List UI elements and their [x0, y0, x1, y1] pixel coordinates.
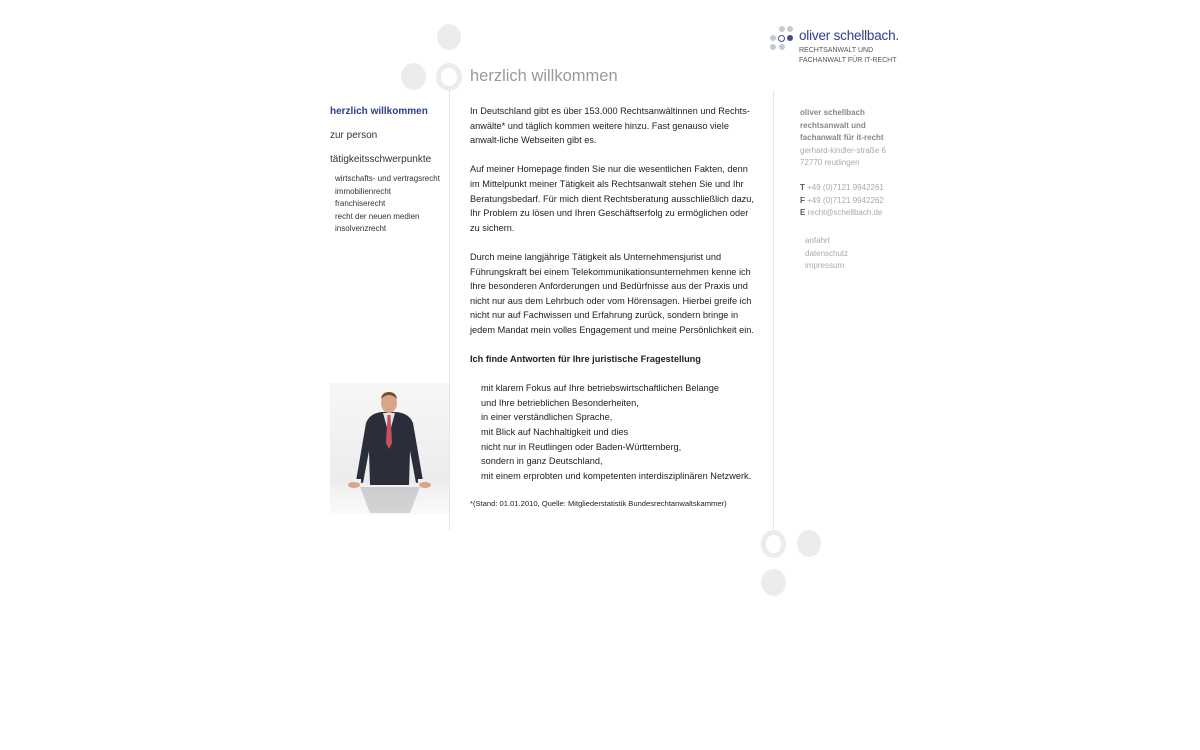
decor-ring	[436, 63, 462, 91]
decor-circle	[797, 530, 821, 557]
decor-circle	[437, 24, 461, 50]
email-label: E	[800, 208, 806, 217]
person-photo-icon	[330, 383, 449, 515]
phone-label: T	[800, 183, 805, 192]
main-navigation	[330, 106, 448, 236]
contact-email	[800, 207, 900, 220]
intro-paragraph-1: In Deutschland gibt es über 153.000 Rechtsanwältinnen und Rechts-anwälte* und täglich kommen weitere hinzu. Fast genauso viele anwalt-liche Webseiten gibt es.	[470, 106, 750, 146]
phone-value[interactable]: +49 (0)7121 9942261	[807, 183, 884, 192]
logo-subtitle-line2: FACHANWALT FÜR IT-RECHT	[799, 57, 897, 64]
fax-value: +49 (0)7121 9942262	[807, 195, 884, 205]
nav-subitem-insolvenzrecht[interactable]: insolvenzrecht	[335, 224, 387, 233]
nav-item-herzlich-willkommen[interactable]: herzlich willkommen	[330, 106, 428, 117]
nav-submenu	[330, 173, 448, 236]
logo-subtitle	[799, 46, 896, 66]
list-item: nicht nur in Reutlingen oder Baden-Württemberg,	[481, 441, 682, 452]
nav-subitem-recht-neue-medien[interactable]: recht der neuen medien	[335, 211, 420, 221]
contact-name: oliver schellbach	[800, 108, 865, 117]
decor-circle	[401, 63, 426, 90]
contact-block	[800, 107, 900, 220]
email-link[interactable]: recht@schellbach.de	[807, 208, 883, 217]
divider-right	[773, 90, 774, 530]
secondary-links	[805, 235, 848, 273]
contact-street: gerhard-kindler-straße 6	[800, 145, 886, 155]
link-datenschutz[interactable]: datenschutz	[805, 248, 849, 258]
contact-title-1: rechtsanwalt und	[800, 120, 866, 130]
divider-left	[449, 90, 450, 530]
contact-title-2: fachanwalt für it-recht	[800, 133, 884, 142]
decor-circle	[761, 569, 786, 596]
footnote: *(Stand: 01.01.2010, Quelle: Mitgliederstatistik Bundesrechtanwaltskammer)	[470, 499, 727, 509]
list-item: in einer verständlichen Sprache,	[481, 412, 613, 423]
nav-item-taetigkeitsschwerpunkte[interactable]: tätigkeitsschwerpunkte	[330, 154, 432, 165]
main-content	[470, 104, 760, 510]
logo-dots-icon	[770, 26, 794, 52]
logo-name: oliver schellbach.	[799, 28, 899, 43]
contact-phone	[800, 182, 900, 195]
section-headline: Ich finde Antworten für Ihre juristische Fragestellung	[470, 354, 701, 365]
logo-subtitle-line1: RECHTSANWALT UND	[799, 47, 874, 54]
fax-label: F	[800, 195, 805, 205]
list-item: mit klarem Fokus auf Ihre betriebswirtschaftlichen Belange	[481, 383, 719, 394]
nav-subitem-franchiserecht[interactable]: franchiserecht	[335, 199, 386, 208]
contact-fax	[800, 195, 900, 208]
page-title: herzlich willkommen	[470, 67, 618, 85]
nav-subitem-wirtschafts-vertragsrecht[interactable]: wirtschafts- und vertragsrecht	[335, 174, 440, 183]
intro-paragraph-3: Durch meine langjährige Tätigkeit als Unternehmensjurist und Führungskraft bei einem Telekommunikationsunternehmen kenne ich Ihre besonderen Anforderungen und Bedürfnisse aus der Praxis und nicht nur aus dem Lehrbuch oder vom Hörensagen. Hierbei greife ich nicht nur auf Fachwissen und Erfahrung zurück, sondern bringe in jedem Mandat mein volles Engagement und meine Persönlichkeit ein.	[470, 251, 754, 335]
nav-item-zur-person[interactable]: zur person	[330, 130, 378, 141]
list-item: sondern in ganz Deutschland,	[481, 456, 603, 467]
link-anfahrt[interactable]: anfahrt	[805, 236, 830, 245]
portrait-photo	[330, 383, 449, 515]
link-impressum[interactable]: impressum	[805, 261, 845, 270]
contact-city: 72770 reutlingen	[800, 158, 860, 167]
list-item: und Ihre betrieblichen Besonderheiten,	[481, 397, 639, 408]
list-item: mit Blick auf Nachhaltigkeit und dies	[481, 427, 629, 438]
decor-ring	[761, 530, 786, 558]
nav-subitem-immobilienrecht[interactable]: immobilienrecht	[335, 186, 392, 196]
logo[interactable]	[770, 26, 900, 70]
benefits-list	[470, 381, 760, 483]
intro-paragraph-2: Auf meiner Homepage finden Sie nur die wesentlichen Fakten, denn im Mittelpunkt meiner Tätigkeit als Rechtsanwalt stehen Sie und Ihr Beratungsbedarf. Für mich dient Rechtsberatung ausschließlich dazu, Ihr Problem zu lösen und Ihren Geschäftserfolg zu ermöglichen oder zu sichern.	[470, 164, 754, 233]
list-item: mit einem erprobten und kompetenten interdisziplinären Netzwerk.	[481, 470, 752, 481]
